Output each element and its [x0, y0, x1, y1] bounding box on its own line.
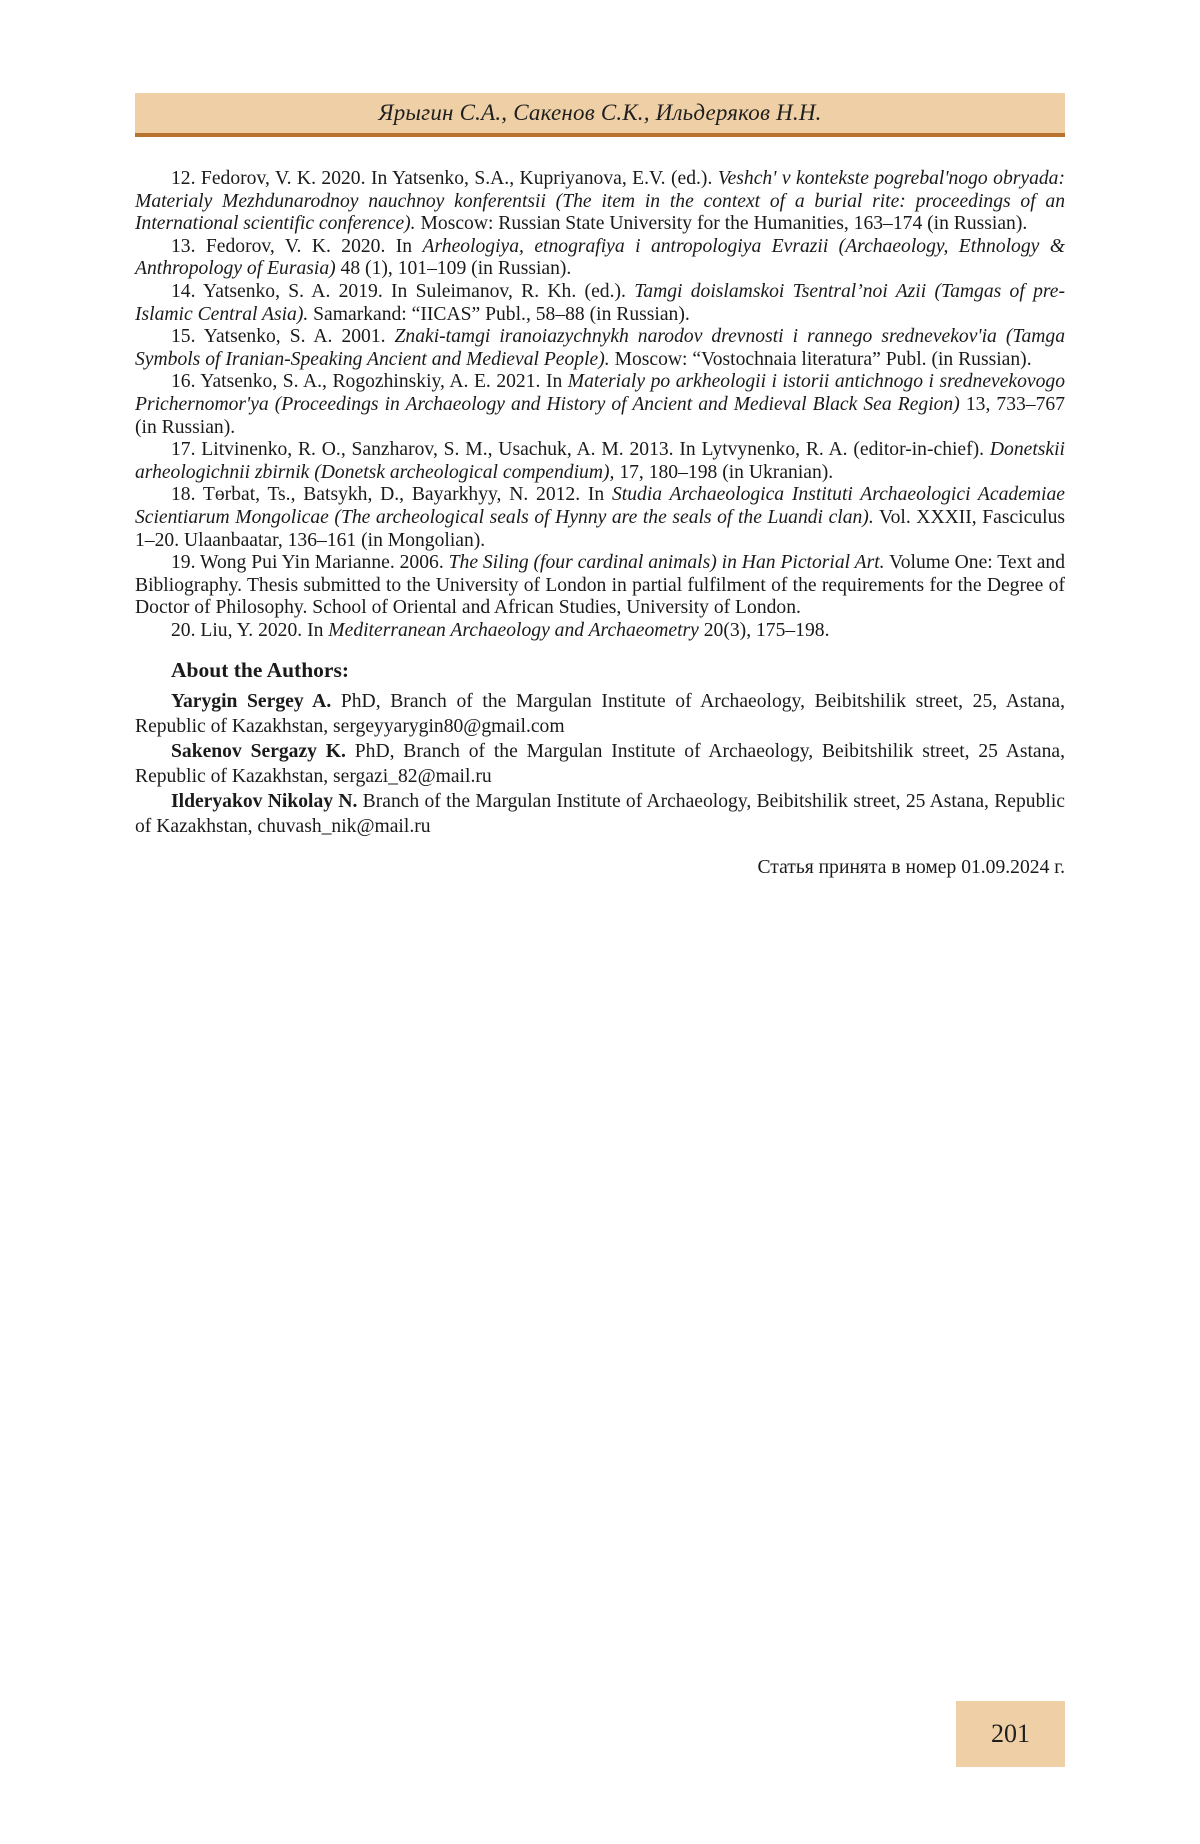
- reference-text: 20. Liu, Y. 2020. In: [171, 619, 329, 641]
- page-content: [135, 168, 1065, 879]
- reference-item: [135, 236, 1065, 281]
- reference-item: [135, 484, 1065, 552]
- author-details: PhD, Branch of the Margulan Institute of Archaeology, Beibitshilik street, 25 Astana, Republic of Kazakhstan, sergazi_82@mail.ru: [135, 741, 1065, 788]
- reference-text: Volume One: Text and Bibliography. Thesis submitted to the University of London in partial fulfilment of the requirements for the Degree of Doctor of Philosophy. School of Oriental and African Studies, University of London.: [135, 552, 1065, 619]
- page-number: 201: [991, 1719, 1030, 1748]
- author-item: [135, 689, 1065, 739]
- reference-text: Moscow: “Vostochnaia literatura” Publ. (in Russian).: [609, 348, 1032, 370]
- reference-text: 13. Fedorov, V. K. 2020. In: [171, 235, 423, 257]
- reference-text: Samarkand: “IICAS” Publ., 58–88 (in Russian).: [308, 303, 690, 325]
- author-name: Sakenov Sergazy K.: [171, 741, 346, 763]
- author-details: PhD, Branch of the Margulan Institute of Archaeology, Beibitshilik street, 25, Astana, Republic of Kazakhstan, sergeyyarygin80@gmail.com: [135, 691, 1065, 738]
- running-header-authors: Ярыгин С.А., Сакенов С.К., Ильдеряков Н.Н.: [378, 100, 822, 125]
- reference-text: 15. Yatsenko, S. A. 2001.: [171, 326, 395, 348]
- reference-text: 17, 180–198 (in Ukranian).: [614, 461, 834, 483]
- reference-title: Arheologiya, etnografiya i antropologiya Evrazii (Archaeology, Ethnology & Anthropology of Eurasia): [135, 235, 1065, 280]
- reference-title: Donetskii arheologichnii zbirnik (Donetsk archeological compendium),: [135, 439, 1065, 483]
- reference-text: Moscow: Russian State University for the Humanities, 163–174 (in Russian).: [415, 213, 1028, 235]
- reference-text: 19. Wong Pui Yin Marianne. 2006.: [171, 552, 449, 574]
- references-list: [135, 168, 1065, 642]
- reference-text: 18. Tөrbat, Ts., Batsykh, D., Bayarkhyy, N. 2012. In: [171, 484, 612, 506]
- reference-text: 20(3), 175–198.: [698, 619, 830, 641]
- author-item: [135, 789, 1065, 839]
- reference-item: [135, 168, 1065, 236]
- reference-item: [135, 439, 1065, 484]
- reference-item: [135, 281, 1065, 326]
- running-header: [135, 93, 1065, 137]
- reference-title: Tamgi doislamskoi Tsentral’noi Azii (Tamgas of pre-Islamic Central Asia).: [135, 280, 1066, 325]
- reference-title: Studia Archaeologica Instituti Archaeologici Academiae Scientiarum Mongolicae (The archeological seals of Hynny are the seals of the Luandi clan).: [135, 484, 1065, 528]
- reference-item: [135, 620, 1065, 643]
- reference-text: 48 (1), 101–109 (in Russian).: [335, 258, 572, 280]
- author-name: Ilderyakov Nikolay N.: [171, 791, 358, 813]
- reference-text: Vol. XXXII, Fasciculus 1–20. Ulaanbaatar, 136–161 (in Mongolian).: [135, 506, 1065, 551]
- reference-item: [135, 552, 1065, 620]
- reference-title: Znaki-tamgi iranoiazychnykh narodov drevnosti i rannego srednevekov'ia (Tamga Symbols of Iranian-Speaking Ancient and Medieval People).: [135, 326, 1065, 370]
- authors-list: [135, 689, 1065, 839]
- reference-title: Veshch' v kontekste pogrebal'nogo obryada: Materialy Mezhdunarodnoy nauchnoy konferentsii (The item in the context of a burial rite: proceedings of an International scientific conference).: [135, 168, 1066, 235]
- received-note: Статья принята в номер 01.09.2024 г.: [757, 857, 1065, 879]
- reference-title: Mediterranean Archaeology and Archaeometry: [328, 619, 699, 641]
- reference-item: [135, 371, 1065, 439]
- author-name: Yarygin Sergey A.: [171, 691, 332, 713]
- author-details: Branch of the Margulan Institute of Archaeology, Beibitshilik street, 25 Astana, Republic of Kazakhstan, chuvash_nik@mail.ru: [135, 791, 1065, 838]
- reference-title: The Siling (four cardinal animals) in Han Pictorial Art.: [448, 552, 885, 574]
- reference-item: [135, 326, 1065, 371]
- reference-text: 12. Fedorov, V. K. 2020. In Yatsenko, S.A., Kupriyanova, E.V. (ed.).: [171, 168, 718, 189]
- about-authors-heading: About the Authors:: [171, 658, 349, 683]
- reference-text: 17. Litvinenko, R. O., Sanzharov, S. M., Usachuk, A. M. 2013. In Lytvynenko, R. A. (editor-in-chief).: [171, 439, 990, 461]
- reference-text: 16. Yatsenko, S. A., Rogozhinskiy, A. E. 2021. In: [171, 371, 568, 393]
- reference-text: 14. Yatsenko, S. A. 2019. In Suleimanov, R. Kh. (ed.).: [171, 280, 635, 302]
- author-item: [135, 739, 1065, 789]
- reference-text: 13, 733–767 (in Russian).: [135, 393, 1065, 438]
- page-number-box: [956, 1701, 1065, 1767]
- reference-title: Materialy po arkheologii i istorii antichnogo i srednevekovogo Prichernomor'ya (Proceedings in Archaeology and History of Ancient and Medieval Black Sea Region): [135, 371, 1065, 415]
